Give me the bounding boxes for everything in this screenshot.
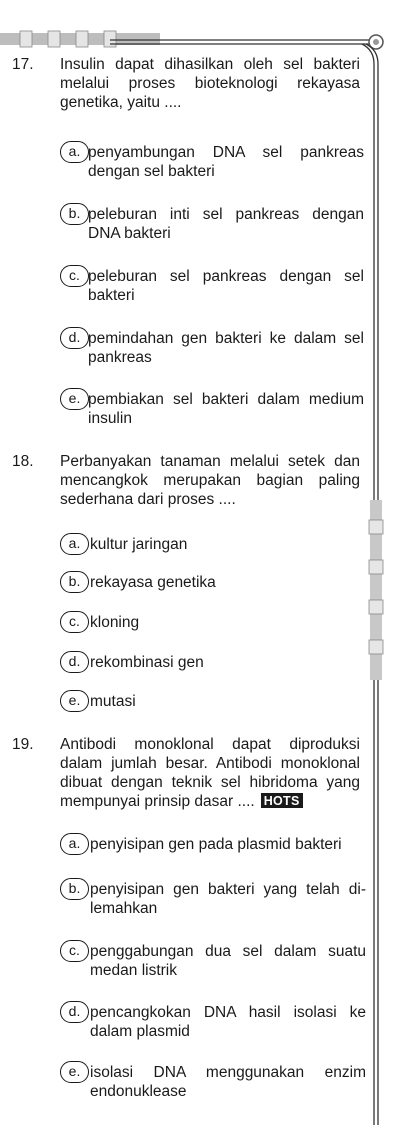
option-letter: b. [60,571,89,593]
question-number: 19. [12,736,34,753]
option-letter: a. [60,141,89,163]
option-text: mutasi [90,693,136,710]
option-letter: e. [60,1061,89,1083]
option-letter: d. [60,327,89,349]
option-letter: b. [60,203,89,225]
option-text: kloning [90,614,140,631]
option-letter: d. [60,651,89,673]
option-text: kultur jaringan [90,536,188,553]
option-letter: e. [60,690,89,712]
option-text: rekombinasi gen [90,654,204,671]
option-letter: a. [60,533,89,555]
option-letter: a. [60,833,89,855]
option-letter: d. [60,1001,89,1023]
option-letter: e. [60,388,89,410]
option-text: peleburan inti sel pankreas dengan DNA bakteri [88,206,364,242]
option-text: penyisipan gen pada plasmid bakteri [90,836,342,853]
option-text: penggabungan dua sel dalam suatu medan listrik [90,943,366,979]
option-letter: c. [60,265,89,287]
question-number: 18. [12,453,34,470]
option-text: isolasi DNA menggunakan enzim endonuklease [90,1064,366,1100]
option-text: peleburan sel pankreas dengan sel bakteri [88,268,364,304]
option-text: penyambungan DNA sel pankreas dengan sel bakteri [88,144,364,180]
page-frame-right [360,0,406,1125]
option-letter: b. [60,878,89,900]
page-frame-top [0,0,406,60]
option-text: rekayasa genetika [90,574,216,591]
option-letter: c. [60,940,89,962]
question-text: Insulin dapat dihasilkan oleh sel bakteri melalui proses bioteknologi rekayasa genetika, yaitu .... [60,56,360,111]
option-text: penyisipan gen bakteri yang telah di-lemahkan [90,881,366,917]
option-text: pemindahan gen bakteri ke dalam sel pankreas [88,330,364,366]
option-letter: c. [60,611,89,633]
question-text-body: Antibodi monoklonal dapat diproduksi dalam jumlah besar. Antibodi monoklonal dibuat dengan teknik sel hibridoma yang mempunyai prinsip dasar .... [60,736,360,810]
option-text: pembiakan sel bakteri dalam medium insulin [88,391,364,427]
question-number: 17. [12,56,34,73]
option-text: pencangkokan DNA hasil isolasi ke dalam plasmid [90,1004,366,1040]
question-text: Perbanyakan tanaman melalui setek dan mencangkok merupakan bagian paling sederhana dari proses .... [60,453,360,508]
hots-badge: HOTS [261,793,303,808]
question-text [60,735,360,811]
